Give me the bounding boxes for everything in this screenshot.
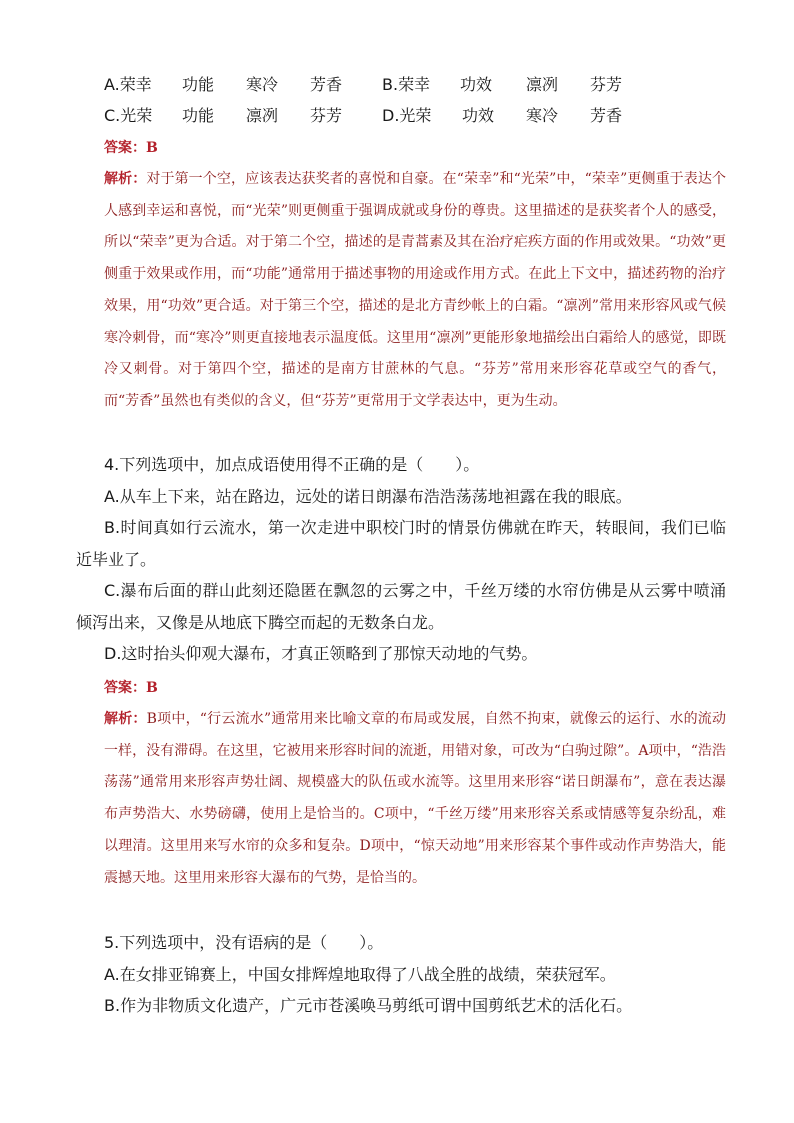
q3-answer-label: 答案： bbox=[104, 140, 146, 156]
q4-stem: 4.下列选项中，加点成语使用得不正确的是（ ）。 bbox=[104, 455, 480, 474]
q3-option-c-word-4: 芬芳 bbox=[310, 106, 343, 125]
q3-option-d-word-2: 功效 bbox=[462, 106, 495, 125]
q4-option-a: A.从车上下来，站在路边，远处的诺日朗瀑布浩浩荡荡地袒露在我的眼底。 bbox=[104, 486, 632, 506]
q4-block bbox=[76, 449, 726, 670]
q4-explanation-label: 解析： bbox=[104, 711, 147, 727]
q3-option-b-word-3: 凛冽 bbox=[526, 75, 559, 94]
q3-option-b-word-4: 芬芳 bbox=[590, 75, 623, 94]
q3-option-d-word-1: D.光荣 bbox=[382, 106, 432, 125]
q3-option-b-word-2: 功效 bbox=[460, 75, 493, 94]
q4-option-c: C.瀑布后面的群山此刻还隐匿在飘忽的云雾之中，千丝万缕的水帘仿佛是从云雾中喷涌倾泻出来，又像是从地底下腾空而起的无数条白龙。 bbox=[76, 581, 726, 632]
q3-option-d-word-3: 寒冷 bbox=[526, 106, 559, 125]
q3-option-a-word-2: 功能 bbox=[182, 75, 215, 94]
q4-option-b: B.时间真如行云流水，第一次走进中职校门时的情景仿佛就在昨天，转眼间，我们已临近毕业了。 bbox=[76, 518, 726, 569]
q4-answer bbox=[104, 676, 158, 700]
q3-option-c-word-2: 功能 bbox=[182, 106, 215, 125]
q4-option-d: D.这时抬头仰观大瀑布，才真正领略到了那惊天动地的气势。 bbox=[104, 644, 538, 663]
q3-option-a-word-3: 寒冷 bbox=[246, 75, 279, 94]
q3-answer bbox=[104, 136, 158, 160]
q4-explanation bbox=[104, 704, 726, 894]
q3-explanation-label: 解析： bbox=[104, 171, 147, 187]
q3-option-b-word-1: B.荣幸 bbox=[382, 75, 431, 94]
q3-option-c-word-1: C.光荣 bbox=[104, 106, 153, 125]
q3-answer-value: B bbox=[146, 140, 158, 156]
q4-answer-label: 答案： bbox=[104, 680, 146, 696]
q5-option-b: B.作为非物质文化遗产，广元市苍溪唤马剪纸可谓中国剪纸艺术的活化石。 bbox=[104, 996, 633, 1015]
q3-option-a-word-1: A.荣幸 bbox=[104, 75, 152, 94]
q3-option-a-word-4: 芳香 bbox=[310, 75, 343, 94]
q5-option-a: A.在女排亚锦赛上，中国女排辉煌地取得了八战全胜的战绩，荣获冠军。 bbox=[104, 964, 616, 984]
q4-explanation-text: B项中，“行云流水”通常用来比喻文章的布局或发展，自然不拘束，就像云的运行、水的流动一样，没有滞碍。在这里，它被用来形容时间的流逝，用错对象，可改为“白驹过隙”。A项中，“浩浩荡荡”通常用来形容声势壮阔、规模盛大的队伍或水流等。这里用来形容“诺日朗瀑布”，意在表达瀑布声势浩大、水势磅礴，使用上是恰当的。C项中，“千丝万缕”用来形容关系或情感等复杂纷乱，难以理清。这里用来写水帘的众多和复杂。D项中，“惊天动地”用来形容某个事件或动作声势浩大，能震撼天地。这里用来形容大瀑布的气势，是恰当的。 bbox=[104, 711, 726, 886]
q4-answer-value: B bbox=[146, 680, 158, 696]
q3-explanation-text: 对于第一个空，应该表达获奖者的喜悦和自豪。在“荣幸”和“光荣”中，“荣幸”更侧重于表达个人感到幸运和喜悦，而“光荣”则更侧重于强调成就或身份的尊贵。这里描述的是获奖者个人的感受，所以“荣幸”更为合适。对于第二个空，描述的是青蒿素及其在治疗疟疾方面的作用或效果。“功效”更侧重于效果或作用，而“功能”通常用于描述事物的用途或作用方式。在此上下文中，描述药物的治疗效果，用“功效”更合适。对于第三个空，描述的是北方青纱帐上的白霜。“凛冽”常用来形容风或气候寒冷刺骨，而“寒冷”则更直接地表示温度低。这里用“凛冽”更能形象地描绘出白霜给人的感觉，即既冷又刺骨。对于第四个空，描述的是南方甘蔗林的气息。“芬芳”常用来形容花草或空气的香气，而“芳香”虽然也有类似的含义，但“芬芳”更常用于文学表达中，更为生动。 bbox=[104, 171, 727, 409]
q3-option-d-word-4: 芳香 bbox=[590, 106, 623, 125]
q3-option-c-word-3: 凛冽 bbox=[246, 106, 279, 125]
q3-explanation bbox=[104, 164, 726, 418]
q5-stem: 5.下列选项中，没有语病的是（ ）。 bbox=[104, 933, 384, 952]
q5-block bbox=[76, 927, 726, 1022]
